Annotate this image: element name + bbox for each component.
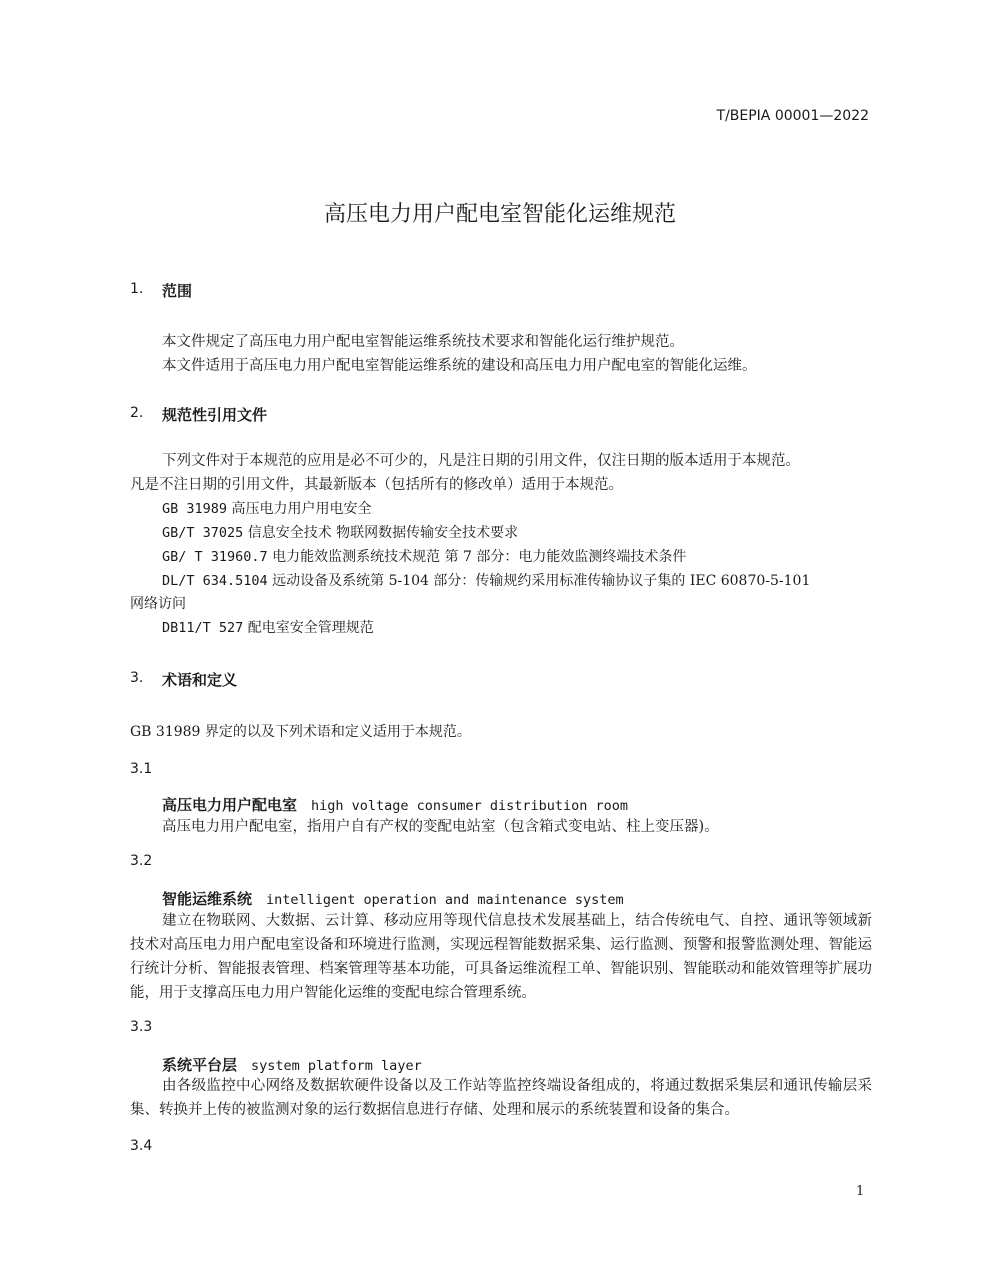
section-3-heading: 术语和定义	[162, 671, 238, 689]
reference-code: DL/T 634.5104	[162, 573, 268, 589]
page-number: 1	[856, 1184, 865, 1199]
section-2-intro-line-2: 凡是不注日期的引用文件，其最新版本（包括所有的修改单）适用于本规范。	[130, 477, 623, 493]
reference-code: GB/ T 31960.7	[162, 549, 268, 565]
section-3-intro: GB 31989 界定的以及下列术语和定义适用于本规范。	[130, 724, 471, 740]
section-2-number: 2.	[130, 405, 144, 421]
term-english: high voltage consumer distribution room	[311, 798, 628, 814]
reference-code: DB11/T 527	[162, 620, 244, 636]
reference-title: 信息安全技术 物联网数据传输安全技术要求	[247, 525, 519, 541]
reference-title: 电力能效监测系统技术规范 第 7 部分：电力能效监测终端技术条件	[272, 549, 687, 565]
section-1-paragraph-2: 本文件适用于高压电力用户配电室智能运维系统的建设和高压电力用户配电室的智能化运维。	[162, 358, 757, 374]
term-english: intelligent operation and maintenance system	[266, 892, 624, 908]
term-heading	[162, 888, 624, 909]
reference-item	[162, 570, 810, 590]
reference-code: GB 31989	[162, 501, 228, 517]
term-english: system platform layer	[251, 1058, 422, 1074]
reference-item	[162, 522, 518, 542]
section-1-paragraph-1: 本文件规定了高压电力用户配电室智能运维系统技术要求和智能化运行维护规范。	[162, 334, 684, 350]
section-3-number: 3.	[130, 670, 144, 686]
section-1-number: 1.	[130, 281, 144, 297]
reference-title: 配电室安全管理规范	[247, 620, 374, 636]
term-definition: 由各级监控中心网络及数据软硬件设备以及工作站等监控终端设备组成的，将通过数据采集层和通讯传输层采集、转换并上传的被监测对象的运行数据信息进行存储、处理和展示的系统装置和设备的集合。	[130, 1078, 872, 1118]
document-code: T/BEPIA 00001—2022	[716, 108, 869, 124]
term-number: 3.4	[130, 1138, 153, 1154]
term-heading	[162, 794, 628, 815]
term-number: 3.2	[130, 853, 153, 869]
document-title: 高压电力用户配电室智能化运维规范	[323, 202, 676, 227]
term-definition: 高压电力用户配电室，指用户自有产权的变配电站室（包含箱式变电站、柱上变压器)。	[162, 819, 719, 835]
section-2-heading: 规范性引用文件	[162, 406, 268, 424]
term-number: 3.1	[130, 761, 153, 777]
term-number: 3.3	[130, 1019, 153, 1035]
term-definition: 建立在物联网、大数据、云计算、移动应用等现代信息技术发展基础上，结合传统电气、自控、通讯等领域新技术对高压电力用户配电室设备和环境进行监测，实现远程智能数据采集、运行监测、预警和报警监测处理、智能运行统计分析、智能报表管理、档案管理等基本功能，可具备运维流程工单、智能识别、智能联动和能效管理等扩展功能，用于支撑高压电力用户智能化运维的变配电综合管理系统。	[130, 913, 872, 1001]
term-chinese: 系统平台层	[162, 1056, 238, 1074]
section-2-intro-line-1: 下列文件对于本规范的应用是必不可少的，凡是注日期的引用文件，仅注日期的版本适用于本规范。	[162, 453, 800, 469]
reference-item	[162, 546, 686, 566]
term-chinese: 高压电力用户配电室	[162, 796, 298, 814]
reference-item	[162, 617, 374, 637]
term-heading	[162, 1054, 422, 1075]
reference-continuation: 网络访问	[130, 596, 186, 612]
reference-title: 高压电力用户用电安全	[231, 501, 372, 517]
term-chinese: 智能运维系统	[162, 890, 253, 908]
reference-title: 远动设备及系统第 5-104 部分：传输规约采用标准传输协议子集的 IEC 60870-5-101	[272, 573, 811, 589]
reference-item	[162, 498, 371, 518]
section-1-heading: 范围	[162, 282, 193, 300]
reference-code: GB/T 37025	[162, 525, 244, 541]
